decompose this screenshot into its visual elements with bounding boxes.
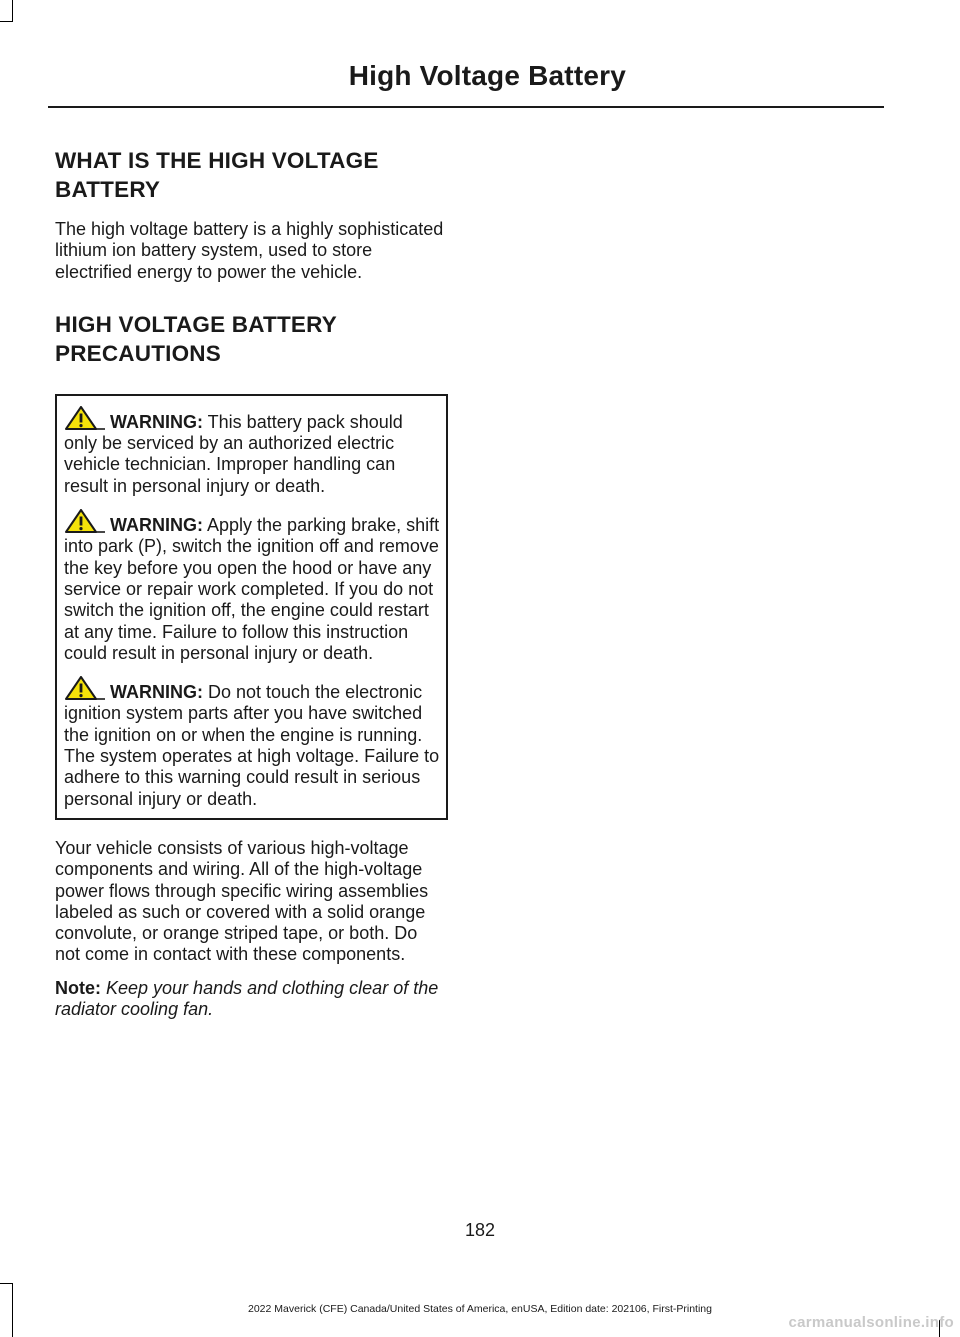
- section-heading-what-is: [55, 146, 447, 204]
- crop-mark-top-left-v: [12, 0, 13, 22]
- warning-item: [64, 509, 440, 664]
- section-heading-line1: HIGH VOLTAGE BATTERY: [55, 311, 337, 337]
- header-divider: [48, 106, 884, 108]
- warning-triangle-icon: [64, 509, 106, 533]
- page-header-title: High Voltage Battery: [348, 60, 626, 91]
- warning-label: WARNING:: [110, 411, 203, 432]
- crop-mark-bottom-left-h: [0, 1283, 13, 1284]
- section-body-what-is: The high voltage battery is a highly sophisticated lithium ion battery system, used to store electrified energy to power the vehicle.: [55, 219, 444, 282]
- warning-text: Do not touch the electronic ignition system parts after you have switched the ignition on or when the engine is running. The system operates at high voltage. Failure to adhere to this warning could result in serious personal injury or death.: [64, 682, 440, 809]
- body-paragraph-components: Your vehicle consists of various high-voltage components and wiring. All of the high-voltage power flows through specific wiring assemblies labeled as such or covered with a solid orange convolute, or orange striped tape, or both. Do not come in contact with these components.: [55, 837, 429, 965]
- page-number: 182: [464, 1220, 496, 1240]
- note: [55, 978, 447, 1021]
- note-text: Keep your hands and clothing clear of the radiator cooling fan.: [55, 977, 439, 1020]
- warning-item: [64, 406, 440, 497]
- warning-triangle-icon: [64, 676, 106, 700]
- note-label: Note:: [55, 977, 101, 998]
- warning-text: This battery pack should only be serviced by an authorized electric vehicle technician. Improper handling can result in personal injury or death.: [64, 411, 403, 496]
- warning-label: WARNING:: [110, 682, 203, 703]
- content-column: [55, 146, 447, 1020]
- crop-mark-top-left-h: [0, 21, 13, 22]
- section-heading-precautions: [55, 310, 447, 368]
- page-footer: 2022 Maverick (CFE) Canada/United States of America, enUSA, Edition date: 202106, First-Printing: [248, 1303, 712, 1315]
- warning-label: WARNING:: [110, 515, 203, 536]
- warning-box: [55, 394, 448, 820]
- section-heading-line2: PRECAUTIONS: [55, 340, 221, 366]
- section-heading-line1: WHAT IS THE HIGH VOLTAGE: [55, 148, 379, 173]
- warning-item: [64, 676, 440, 810]
- watermark: carmanualsonline.info: [788, 1314, 954, 1331]
- section-heading-line2: BATTERY: [55, 177, 161, 202]
- warning-triangle-icon: [64, 406, 106, 430]
- warning-text: Apply the parking brake, shift into park (P), switch the ignition off and remove the key before you open the hood or have any service or repair work completed. If you do not switch the ignition off, the engine could restart at any time. Failure to follow this instruction could result in personal injury or death.: [64, 515, 440, 663]
